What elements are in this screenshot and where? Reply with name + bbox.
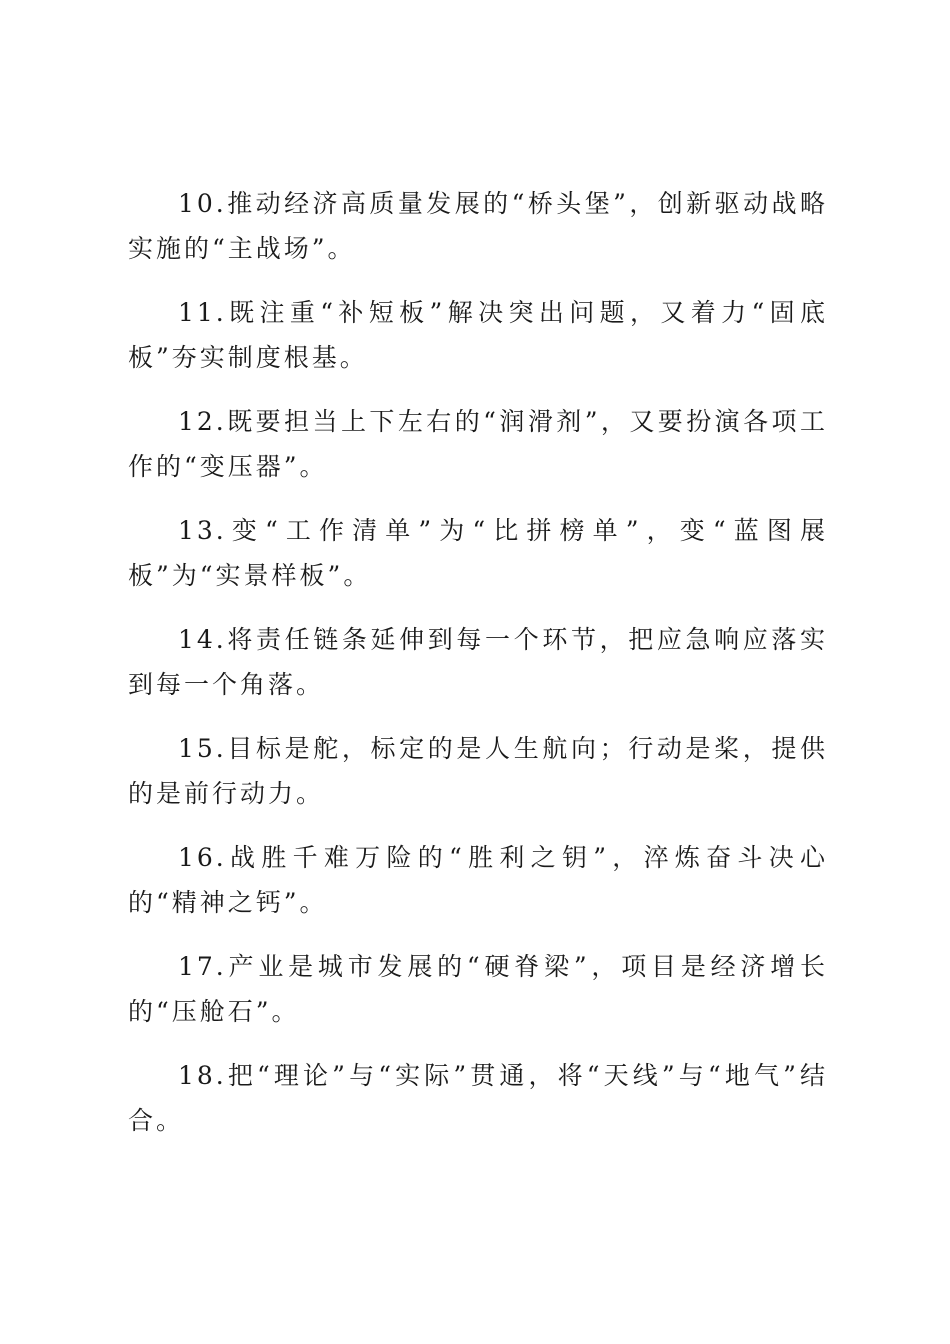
paragraph-18: 18.把“理论”与“实际”贯通，将“天线”与“地气”结合。 (128, 1061, 828, 1135)
paragraph-14: 14.将责任链条延伸到每一个环节，把应急响应落实到每一个角落。 (128, 625, 828, 699)
paragraph-10: 10.推动经济高质量发展的“桥头堡”，创新驱动战略实施的“主战场”。 (128, 189, 828, 263)
paragraph-15: 15.目标是舵，标定的是人生航向；行动是桨，提供的是前行动力。 (128, 734, 828, 808)
paragraph-13: 13.变“工作清单”为“比拼榜单”，变“蓝图展板”为“实景样板”。 (128, 516, 828, 590)
paragraph-16: 16.战胜千难万险的“胜利之钥”，淬炼奋斗决心的“精神之钙”。 (128, 843, 828, 917)
paragraph-12: 12.既要担当上下左右的“润滑剂”，又要扮演各项工作的“变压器”。 (128, 407, 828, 481)
paragraph-11: 11.既注重“补短板”解决突出问题，又着力“固底板”夯实制度根基。 (128, 298, 828, 372)
document-body (128, 181, 828, 1162)
paragraph-17: 17.产业是城市发展的“硬脊梁”，项目是经济增长的“压舱石”。 (128, 952, 828, 1026)
